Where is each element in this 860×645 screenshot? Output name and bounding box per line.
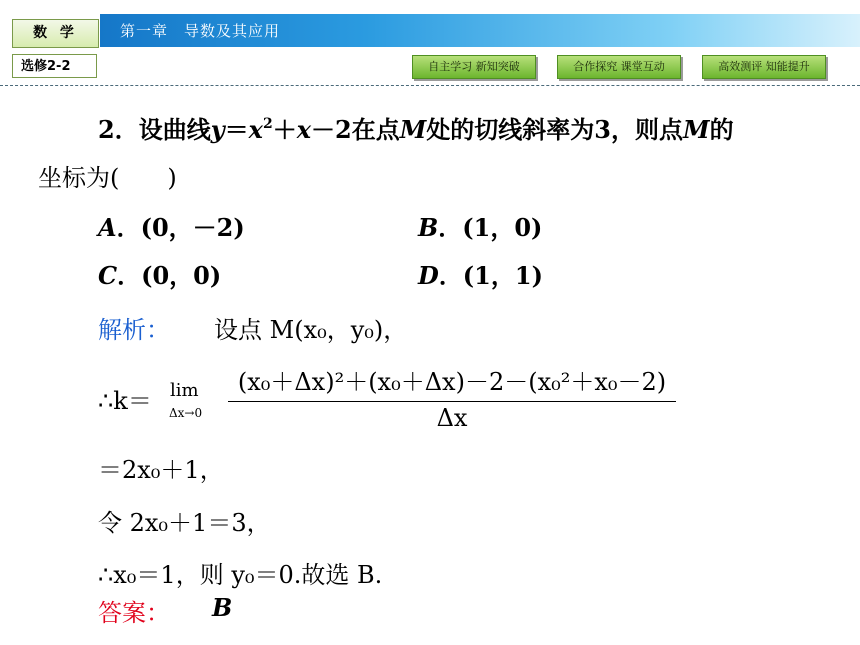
solution-line5: ∴x₀＝1，则 y₀＝0.故选 B.: [98, 561, 383, 589]
limit-subscript: Δx→0: [169, 406, 203, 420]
solution-line3: ＝2x₀＋1，: [98, 456, 224, 484]
header-divider: [0, 85, 860, 86]
solution-k-prefix: ∴k＝: [98, 387, 152, 415]
fraction-bar: [228, 401, 676, 402]
option-a: A．(0，－2): [98, 213, 245, 242]
limit-operator: lim: [170, 380, 199, 401]
option-b: B．(1，0): [418, 213, 543, 242]
answer-value: B: [212, 593, 233, 622]
difference-quotient: [228, 362, 676, 432]
question-stem: 2．设曲线$y=x^2+x-2$在点M处的切线斜率为3，则点M的: [98, 115, 734, 144]
tab-cooperative-inquiry[interactable]: 合作探究 课堂互动: [557, 55, 681, 79]
answer-label: 答案：: [98, 599, 170, 627]
option-d: D．(1，1): [418, 261, 543, 290]
solution-label: 解析：: [98, 316, 170, 344]
tab-assessment[interactable]: 高效测评 知能提升: [702, 55, 826, 79]
solution-line4: 令 2x₀＋1＝3，: [98, 509, 271, 537]
option-c: C．(0，0): [98, 261, 222, 290]
question-number: 2．: [98, 115, 139, 144]
fraction-denominator: Δx: [436, 404, 468, 432]
fraction-numerator: (x₀＋Δx)²＋(x₀＋Δx)－2－(x₀²＋x₀－2): [237, 368, 667, 396]
course-label: 选修2-2: [12, 54, 97, 78]
question-stem-line2: 坐标为( ): [38, 164, 177, 192]
solution-line1: 设点 M(x₀，y₀)，: [214, 316, 408, 344]
chapter-title: 第一章 导数及其应用: [120, 22, 281, 40]
tab-self-study[interactable]: 自主学习 新知突破: [412, 55, 536, 79]
subject-label: 数 学: [12, 19, 99, 48]
